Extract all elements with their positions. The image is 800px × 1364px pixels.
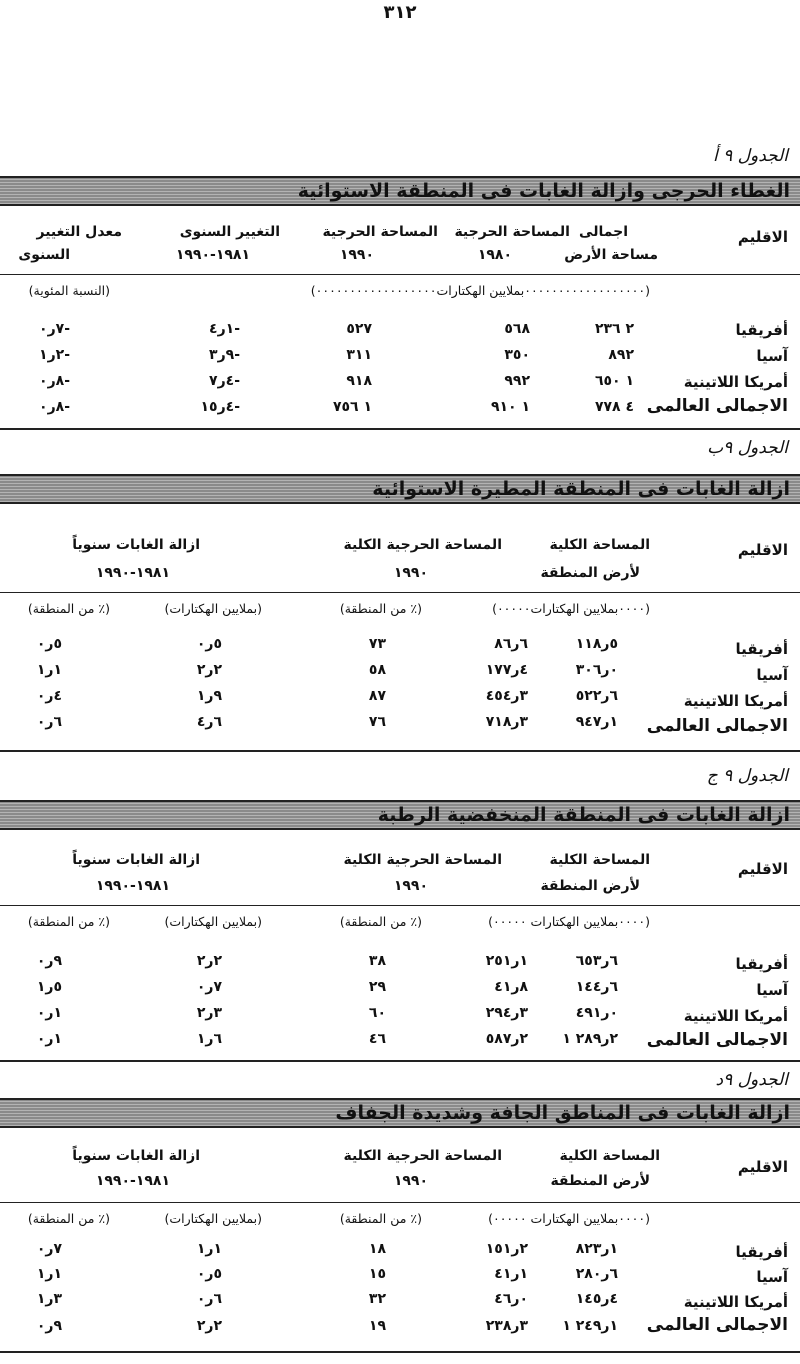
header-land-1: اجمالى (579, 224, 628, 240)
header-total-area-2: لأرض المنطقة (550, 1173, 650, 1189)
header-region: الاقليم (737, 860, 788, 878)
cell-defor-pct: ١ر٠ (36, 1005, 62, 1021)
header-total-area: المساحة الكلية (559, 1148, 660, 1164)
cell-forest: ٣ر٢٣٨ (485, 1318, 528, 1334)
row-region: أفريقيا (735, 1243, 788, 1261)
header-forest-area: المساحة الحرجية الكلية (343, 1148, 502, 1164)
units-pct-region-2: (٪ من المنطقة) (27, 914, 110, 929)
cell-forest-1990: ٣١١ (346, 347, 372, 363)
cell-defor: ٦ر٠ (196, 1291, 222, 1307)
row-region: آسيا (756, 981, 788, 999)
header-region: الاقليم (737, 228, 788, 246)
header-deforestation: ازالة الغابات سنوياً (72, 1148, 200, 1164)
cell-defor: ٢ر٢ (196, 1318, 222, 1334)
header-forest-1980: المساحة الحرجية (454, 224, 570, 240)
header-forest-year: ١٩٩٠ (393, 565, 428, 581)
cell-forest: ٦ر٨٦ (494, 636, 528, 652)
row-region: الاجمالى العالمى (646, 1315, 788, 1335)
header-annual-change-years: ١٩٨١-١٩٩٠ (175, 247, 250, 263)
row-region: أفريقيا (735, 321, 788, 339)
cell-land: ١ ٦٥٠ (594, 373, 634, 389)
units-hectares: (٠٠٠٠بملايين الهكتارات٠٠٠٠٠) (492, 601, 650, 616)
table-d-label: الجدول ٩د (715, 1070, 788, 1090)
units-pct-region: (٪ من المنطقة) (339, 914, 422, 929)
header-forest-year: ١٩٩٠ (393, 1173, 428, 1189)
cell-pct: ٣٢ (368, 1291, 386, 1307)
cell-pct: ١٩ (368, 1318, 386, 1334)
table-b-label: الجدول ٩ب (707, 438, 788, 458)
header-forest-area: المساحة الحرجية الكلية (343, 537, 502, 553)
cell-defor: ٣ر٢ (196, 1005, 222, 1021)
cell-total: ١ر٨٢٣ (575, 1241, 618, 1257)
header-deforestation: ازالة الغابات سنوياً (72, 852, 200, 868)
header-forest-area: المساحة الحرجية الكلية (343, 852, 502, 868)
units-million-hectares: (بملايين الهكتارات) (164, 914, 262, 929)
row-region: آسيا (756, 666, 788, 684)
units-hectares: (٠٠٠٠٠٠٠٠٠٠٠٠٠٠٠٠٠٠بملايين الهكتارات٠٠٠٠٠٠٠٠٠٠٠٠٠٠٠٠٠٠) (310, 283, 650, 298)
cell-forest: ١ر٤١ (494, 1266, 528, 1282)
cell-total: ١ر٢٤٩ ١ (562, 1318, 618, 1334)
cell-forest-1980: ٩٩٢ (504, 373, 530, 389)
header-annual-change: التغيير السنوى (179, 224, 280, 240)
cell-defor-pct: ١ر١ (36, 1266, 62, 1282)
header-deforestation-years: ١٩٨١-١٩٩٠ (95, 878, 170, 894)
row-region: آسيا (756, 347, 788, 365)
cell-forest-1980: ٥٦٨ (504, 321, 530, 337)
cell-total: ٠ر٣٠٦ (575, 662, 618, 678)
header-forest-year: ١٩٩٠ (393, 878, 428, 894)
table-c-title: ازالة الغابات فى المنطقة المنخفضية الرطبة (0, 800, 800, 830)
cell-pct: ٧٦ (368, 714, 386, 730)
cell-total: ٦ر٦٥٣ (575, 953, 618, 969)
header-total-area: المساحة الكلية (549, 537, 650, 553)
cell-forest-1990: ١ ٧٥٦ (332, 399, 372, 415)
row-region: أفريقيا (735, 955, 788, 973)
header-land-2: مساحة الأرض (564, 247, 658, 263)
table-b-title: ازالة الغابات فى المنطقة المطيرة الاستوائية (0, 474, 800, 504)
cell-forest-1980: ٣٥٠ (504, 347, 530, 363)
cell-forest: ٢ر١٥١ (485, 1241, 528, 1257)
row-region: الاجمالى العالمى (646, 716, 788, 736)
row-region: الاجمالى العالمى (646, 396, 788, 416)
row-region: آسيا (756, 1268, 788, 1286)
cell-defor: ١ر١ (196, 1241, 222, 1257)
header-region: الاقليم (737, 1158, 788, 1176)
cell-total: ٦ر١٤٤ (575, 979, 618, 995)
cell-pct: ٨٧ (368, 688, 386, 704)
cell-defor-pct: ١ر٠ (36, 1031, 62, 1047)
cell-defor-pct: ٥ر٠ (36, 636, 62, 652)
cell-pct: ٧٣ (368, 636, 386, 652)
units-pct-region: (٪ من المنطقة) (339, 601, 422, 616)
cell-rate: -٨ر٠ (39, 373, 70, 389)
row-region: الاجمالى العالمى (646, 1030, 788, 1050)
cell-forest: ٣ر٢٩٤ (485, 1005, 528, 1021)
header-forest-1980-year: ١٩٨٠ (477, 247, 512, 263)
units-pct-region: (٪ من المنطقة) (339, 1211, 422, 1226)
cell-forest: ٢ر٥٨٧ (485, 1031, 528, 1047)
cell-total: ٤ر١٤٥ (575, 1291, 618, 1307)
header-total-area-2: لأرض المنطقة (540, 565, 640, 581)
cell-change: -١ر٤ (209, 321, 240, 337)
units-hectares: (٠٠٠٠بملايين الهكتارات ٠٠٠٠٠) (488, 1211, 650, 1226)
row-region: أمريكا اللاتينية (683, 373, 788, 391)
units-million-hectares: (بملايين الهكتارات) (164, 601, 262, 616)
cell-total: ٥ر١١٨ (575, 636, 618, 652)
cell-forest: ٠ر٤٦ (494, 1291, 528, 1307)
cell-defor: ٢ر٢ (196, 953, 222, 969)
cell-forest: ١ر٢٥١ (485, 953, 528, 969)
cell-forest-1990: ٥٢٧ (346, 321, 372, 337)
units-pct-region-2: (٪ من المنطقة) (27, 601, 110, 616)
cell-forest-1990: ٩١٨ (346, 373, 372, 389)
cell-defor: ٥ر٠ (196, 636, 222, 652)
header-deforestation: ازالة الغابات سنوياً (72, 537, 200, 553)
cell-total: ٦ر٥٢٢ (575, 688, 618, 704)
cell-total: ١ر٩٤٧ (575, 714, 618, 730)
cell-total: ٦ر٢٨٠ (575, 1266, 618, 1282)
cell-defor-pct: ٩ر٠ (36, 953, 62, 969)
cell-pct: ١٥ (368, 1266, 386, 1282)
cell-defor: ٥ر٠ (196, 1266, 222, 1282)
units-percent: (النسبة المئوية) (28, 283, 110, 298)
row-region: أمريكا اللاتينية (683, 692, 788, 710)
cell-change: -٤ر١٥ (200, 399, 240, 415)
cell-forest: ٨ر٤١ (494, 979, 528, 995)
cell-defor-pct: ٧ر٠ (36, 1241, 62, 1257)
row-region: أمريكا اللاتينية (683, 1007, 788, 1025)
row-region: أمريكا اللاتينية (683, 1293, 788, 1311)
header-change-rate-2: السنوى (18, 247, 70, 263)
cell-total: ٠ر٤٩١ (575, 1005, 618, 1021)
cell-land: ٤ ٧٧٨ (594, 399, 634, 415)
cell-defor: ٢ر٢ (196, 662, 222, 678)
header-change-rate: معدل التغيير (36, 224, 122, 240)
cell-pct: ١٨ (368, 1241, 386, 1257)
cell-rate: -٢ر١ (39, 347, 70, 363)
units-million-hectares: (بملايين الهكتارات) (164, 1211, 262, 1226)
cell-defor: ٧ر٠ (196, 979, 222, 995)
table-a-title: الغطاء الحرجى وازالة الغابات فى المنطقة الاستوائية (0, 176, 800, 206)
cell-defor: ٩ر١ (196, 688, 222, 704)
header-deforestation-years: ١٩٨١-١٩٩٠ (95, 565, 170, 581)
cell-total: ٢ر٢٨٩ ١ (562, 1031, 618, 1047)
table-d-title: ازالة الغابات فى المناطق الجافة وشديدة الجفاف (0, 1098, 800, 1128)
cell-forest: ٣ر٧١٨ (485, 714, 528, 730)
cell-forest: ٤ر١٧٧ (485, 662, 528, 678)
cell-defor-pct: ٩ر٠ (36, 1318, 62, 1334)
cell-forest: ٣ر٤٥٤ (485, 688, 528, 704)
table-c-label: الجدول ٩ ج (706, 766, 788, 786)
cell-change: -٩ر٣ (209, 347, 240, 363)
header-total-area: المساحة الكلية (549, 852, 650, 868)
cell-pct: ٤٦ (368, 1031, 386, 1047)
header-forest-1990-year: ١٩٩٠ (339, 247, 374, 263)
header-deforestation-years: ١٩٨١-١٩٩٠ (95, 1173, 170, 1189)
cell-land: ٨٩٢ (608, 347, 634, 363)
cell-pct: ٥٨ (368, 662, 386, 678)
cell-rate: -٧ر٠ (39, 321, 70, 337)
cell-pct: ٣٨ (368, 953, 386, 969)
table-a-label: الجدول ٩ أ (712, 146, 788, 166)
header-region: الاقليم (737, 541, 788, 559)
cell-pct: ٦٠ (368, 1005, 386, 1021)
cell-defor: ٦ر١ (196, 1031, 222, 1047)
cell-forest-1980: ١ ٩١٠ (490, 399, 530, 415)
header-total-area-2: لأرض المنطقة (540, 878, 640, 894)
cell-defor-pct: ٣ر١ (36, 1291, 62, 1307)
row-region: أفريقيا (735, 640, 788, 658)
page-number: ٣١٢ (383, 2, 417, 23)
cell-pct: ٢٩ (368, 979, 386, 995)
cell-change: -٤ر٧ (209, 373, 240, 389)
units-pct-region-2: (٪ من المنطقة) (27, 1211, 110, 1226)
cell-defor-pct: ٦ر٠ (36, 714, 62, 730)
cell-defor-pct: ١ر١ (36, 662, 62, 678)
units-hectares: (٠٠٠٠بملايين الهكتارات ٠٠٠٠٠) (488, 914, 650, 929)
cell-defor-pct: ٤ر٠ (36, 688, 62, 704)
cell-land: ٢ ٢٣٦ (594, 321, 634, 337)
cell-rate: -٨ر٠ (39, 399, 70, 415)
header-forest-1990: المساحة الحرجية (322, 224, 438, 240)
cell-defor: ٦ر٤ (196, 714, 222, 730)
cell-defor-pct: ٥ر١ (36, 979, 62, 995)
